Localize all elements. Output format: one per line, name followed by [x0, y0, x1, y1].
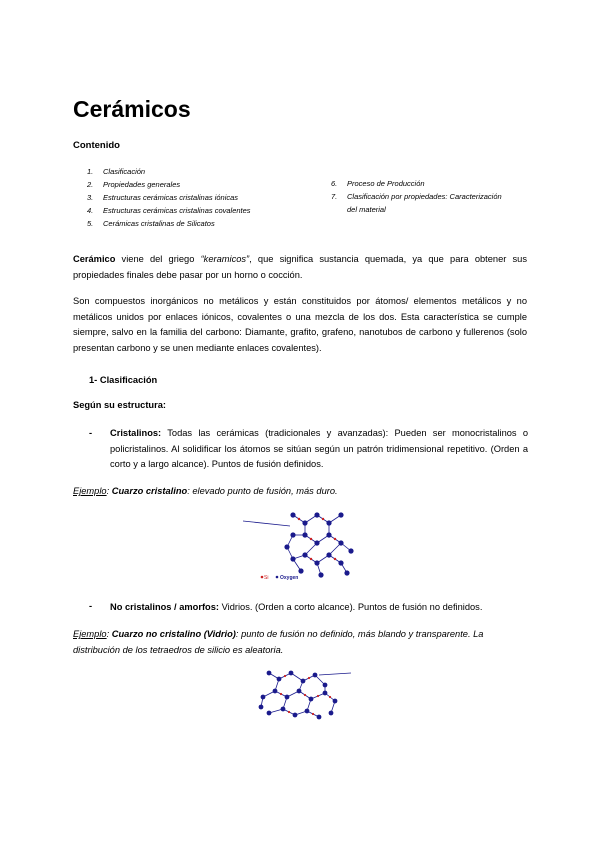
section-heading: 1- Clasificación: [89, 375, 158, 385]
contents-heading: Contenido: [73, 140, 120, 151]
example-amorphous: Ejemplo: Cuarzo no cristalino (Vidrio): punto de fusión no definido, más blando y transparente. La distribución de los tetraedros de silicio es aleatoria.: [73, 629, 484, 655]
toc-left-list: [87, 165, 251, 230]
lattice-bonds: [243, 515, 351, 575]
toc-item[interactable]: 5. Cerámicas cristalinas de Silicatos: [87, 219, 215, 228]
toc-item-continuation[interactable]: del material: [347, 205, 386, 214]
intro-paragraph: Cerámico viene del griego “keramicos”, que significa sustancia quemada, ya que para obtener sus propiedades finales debe pasar por un horno o cocción.: [73, 254, 527, 280]
bullet-dash: -: [89, 428, 93, 438]
legend-oxygen-marker: [276, 576, 279, 579]
crystalline-quartz-figure: [235, 505, 370, 585]
page-title: Cerámicos: [73, 96, 191, 122]
legend-si-label: Si: [264, 575, 269, 581]
toc-item[interactable]: 2. Propiedades generales: [87, 180, 181, 189]
amorphous-glass-figure: [255, 663, 355, 725]
toc-item[interactable]: 6. Proceso de Producción: [331, 179, 425, 188]
intro-term: Cerámico: [73, 254, 116, 264]
example-crystalline: Ejemplo: Cuarzo cristalino: elevado punto de fusión, más duro.: [73, 486, 338, 496]
toc-item[interactable]: 7. Clasificación por propiedades: Caracterización: [331, 192, 502, 201]
composition-paragraph: Son compuestos inorgánicos no metálicos y están constituidos por átomos/ elementos metálicos y no metálicos unidos por enlaces iónicos, covalentes o una mezcla de los dos. Esta característica se cumple siempre, salvo en la familia del carbono: Diamante, grafito, grafeno, nanotubos de carbono y fullerenos (solo presentan carbono y se unen mediante enlaces covalentes).: [73, 296, 527, 353]
structure-subheading: Según su estructura:: [73, 400, 166, 410]
toc-item[interactable]: 1. Clasificación: [87, 167, 146, 176]
toc-right-list: [331, 177, 502, 216]
toc-item[interactable]: 4. Estructuras cerámicas cristalinas covalentes: [87, 206, 251, 215]
amorphous-bullet: No cristalinos / amorfos: Vidrios. (Orden a corto alcance). Puntos de fusión no definidos.: [110, 602, 483, 612]
legend-si-marker: [261, 576, 264, 579]
toc-item[interactable]: 3. Estructuras cerámicas cristalinas iónicas: [87, 193, 239, 202]
legend-oxygen-label: Oxygen: [280, 575, 299, 581]
bullet-dash: -: [89, 601, 93, 611]
crystalline-bullet: Cristalinos: Todas las cerámicas (tradicionales y avanzadas): Pueden ser monocristalinos o policristalinos. Al solidificar los átomos se sitúan según un patrón tridimensional repetitivo. (Orden a corto y a largo alcance). Puntos de fusión definidos.: [110, 428, 528, 469]
